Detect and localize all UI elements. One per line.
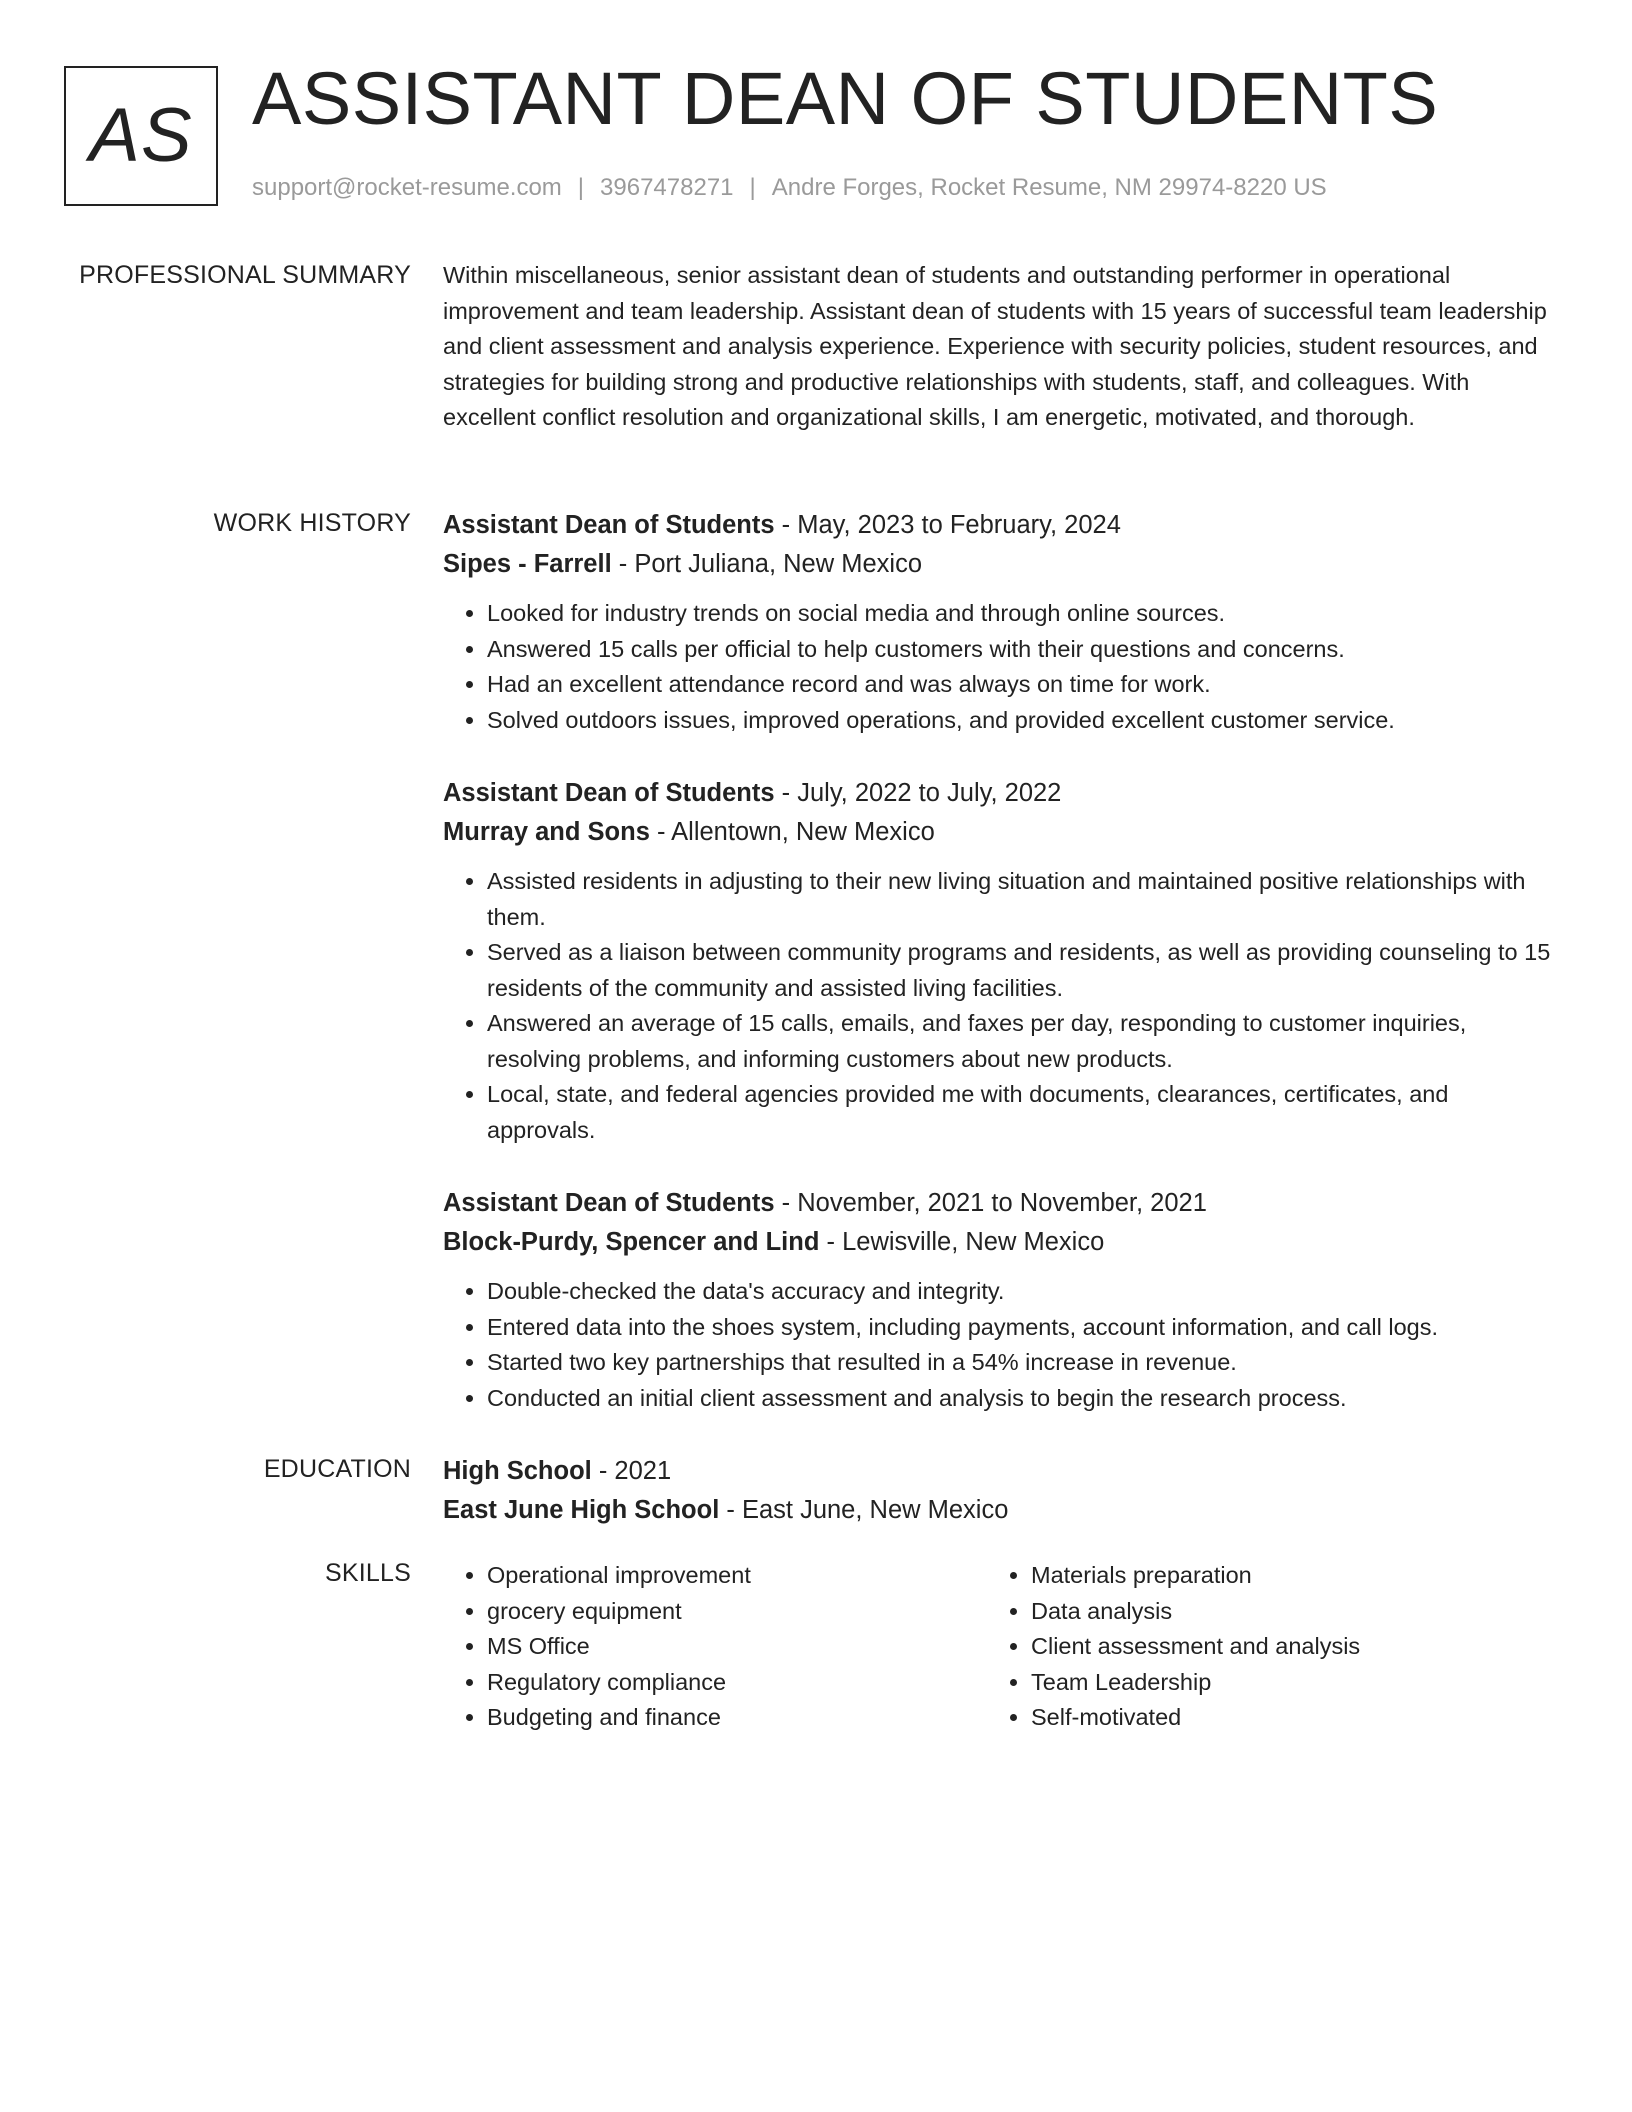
summary-body [443, 258, 1553, 436]
skill-item: • Materials preparation [1031, 1558, 1531, 1594]
job-bullet: • Local, state, and federal agencies provided me with documents, clearances, certificates, and approvals. [487, 1077, 1553, 1148]
contact-separator: | [577, 174, 585, 201]
job-dates: - November, 2021 to November, 2021 [774, 1189, 1207, 1217]
job-dates: - July, 2022 to July, 2022 [774, 779, 1062, 807]
job-location: - Lewisville, New Mexico [819, 1228, 1105, 1256]
education-year: - 2021 [591, 1457, 672, 1485]
job-bullet: • Looked for industry trends on social media and through online sources. [487, 596, 1553, 632]
resume-title: ASSISTANT DEAN OF STUDENTS [252, 57, 1439, 140]
skill-item: • MS Office [487, 1629, 987, 1665]
job-company: Sipes - Farrell [443, 550, 612, 578]
job-bullet: • Conducted an initial client assessment and analysis to begin the research process. [487, 1381, 1553, 1417]
education-school: East June High School [443, 1496, 720, 1524]
job-title: Assistant Dean of Students [443, 779, 775, 807]
job-company: Block-Purdy, Spencer and Lind [443, 1228, 820, 1256]
job-title-line [443, 506, 1553, 545]
education-degree-line [443, 1452, 1553, 1491]
job-entry [443, 774, 1553, 1148]
education-location: - East June, New Mexico [719, 1496, 1009, 1524]
job-title-line [443, 774, 1553, 813]
skill-item: • Budgeting and finance [487, 1700, 987, 1736]
contact-separator: | [749, 174, 756, 201]
job-bullets [443, 596, 1553, 738]
job-bullet: • Entered data into the shoes system, including payments, account information, and call logs. [487, 1310, 1553, 1346]
section-label-work-history: WORK HISTORY [213, 509, 411, 537]
work-history-body [443, 506, 1553, 1416]
job-title-line [443, 1184, 1553, 1223]
section-label-education: EDUCATION [263, 1455, 411, 1483]
job-title: Assistant Dean of Students [443, 1189, 775, 1217]
monogram-initials: AS [89, 93, 193, 178]
skills-column-right [987, 1558, 1531, 1736]
job-bullet: • Answered 15 calls per official to help customers with their questions and concerns. [487, 632, 1553, 668]
job-location: - Allentown, New Mexico [649, 818, 935, 846]
job-bullet: • Started two key partnerships that resulted in a 54% increase in revenue. [487, 1345, 1553, 1381]
job-bullet: • Had an excellent attendance record and was always on time for work. [487, 667, 1553, 703]
job-entry [443, 1184, 1553, 1416]
job-bullets [443, 1274, 1553, 1416]
education-school-line [443, 1491, 1553, 1530]
job-location: - Port Juliana, New Mexico [611, 550, 923, 578]
job-bullet: • Solved outdoors issues, improved operations, and provided excellent customer service. [487, 703, 1553, 739]
summary-text: Within miscellaneous, senior assistant dean of students and outstanding performer in operational improvement and team leadership. Assistant dean of students with 15 years of successful team leadership and client assessment and analysis experience. Experience with security policies, student resources, and strategies for building strong and productive relationships with students, staff, and colleagues. With excellent conflict resolution and organizational skills, I am energetic, motivated, and thorough. [443, 262, 1547, 430]
skills-list [987, 1558, 1531, 1736]
contact-line [252, 174, 1327, 203]
skill-item: • Client assessment and analysis [1031, 1629, 1531, 1665]
education-degree: High School [443, 1457, 592, 1485]
skills-body [443, 1558, 1553, 1736]
skills-list [443, 1558, 987, 1736]
job-bullet: • Served as a liaison between community programs and residents, as well as providing counseling to 15 residents of the community and assisted living facilities. [487, 935, 1553, 1006]
job-bullet: • Assisted residents in adjusting to their new living situation and maintained positive relationships with them. [487, 864, 1553, 935]
job-bullet: • Answered an average of 15 calls, emails, and faxes per day, responding to customer inquiries, resolving problems, and informing customers about new products. [487, 1006, 1553, 1077]
section-label-summary: PROFESSIONAL SUMMARY [79, 261, 411, 289]
monogram-box [64, 66, 218, 206]
education-body [443, 1452, 1553, 1530]
skills-column-left [443, 1558, 987, 1736]
job-entry [443, 506, 1553, 738]
contact-phone: 3967478271 [600, 174, 734, 201]
job-company-line [443, 813, 1553, 852]
job-title: Assistant Dean of Students [443, 511, 775, 539]
section-label-skills: SKILLS [325, 1559, 411, 1587]
job-company-line [443, 545, 1553, 584]
contact-address: Andre Forges, Rocket Resume, NM 29974-8220 US [771, 174, 1327, 201]
job-dates: - May, 2023 to February, 2024 [774, 511, 1121, 539]
skill-item: • grocery equipment [487, 1594, 987, 1630]
skill-item: • Regulatory compliance [487, 1665, 987, 1701]
skill-item: • Operational improvement [487, 1558, 987, 1594]
skill-item: • Team Leadership [1031, 1665, 1531, 1701]
job-company-line [443, 1223, 1553, 1262]
job-company: Murray and Sons [443, 818, 650, 846]
skills-columns [443, 1558, 1553, 1736]
job-bullet: • Double-checked the data's accuracy and integrity. [487, 1274, 1553, 1310]
contact-email: support@rocket-resume.com [252, 174, 562, 201]
skill-item: • Data analysis [1031, 1594, 1531, 1630]
job-bullets [443, 864, 1553, 1148]
skill-item: • Self-motivated [1031, 1700, 1531, 1736]
